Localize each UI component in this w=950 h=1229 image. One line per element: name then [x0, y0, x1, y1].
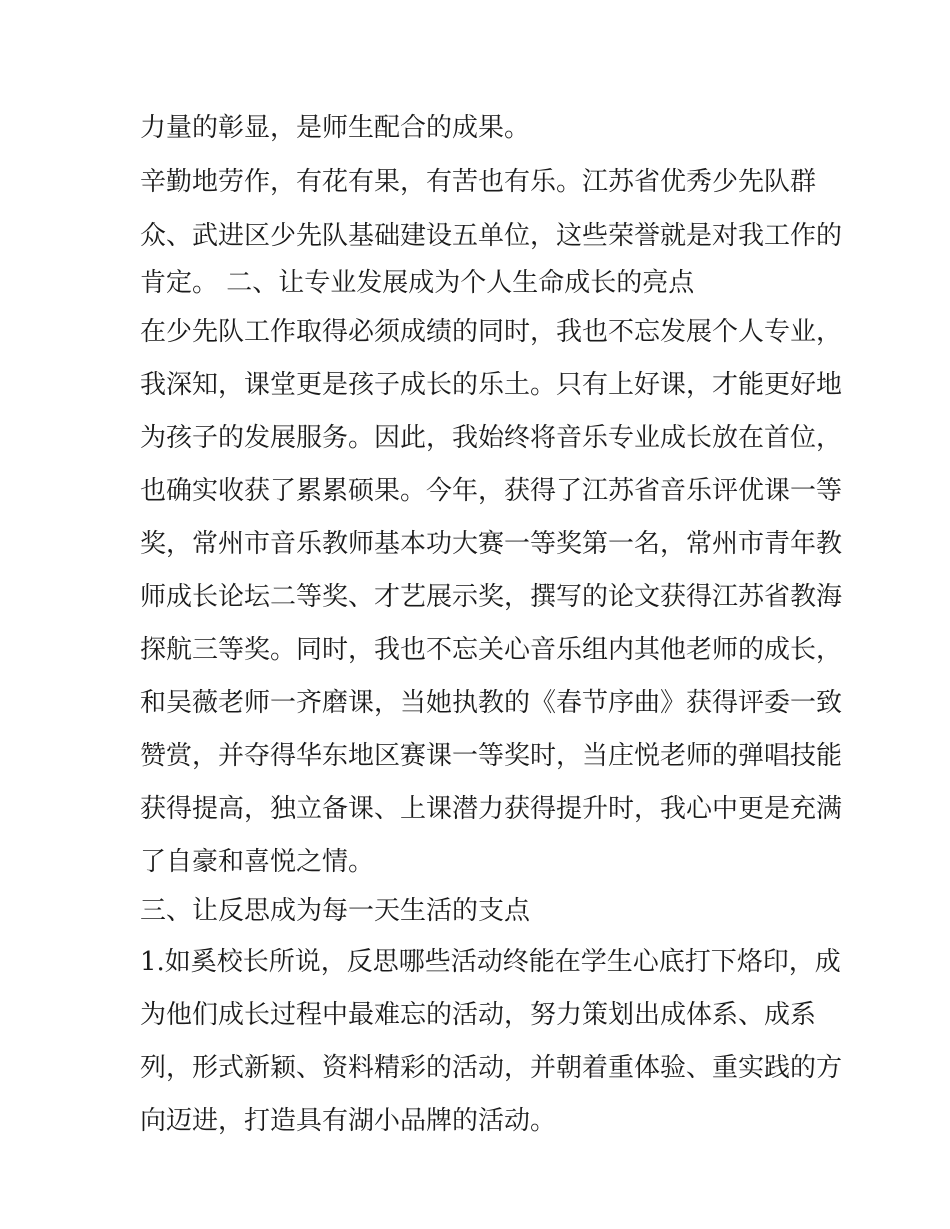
text-line: 辛勤地劳作，有花有果，有苦也有乐。江苏省优秀少先队群 [140, 167, 817, 197]
text-line: 为他们成长过程中最难忘的活动，努力策划出成体系、成系 [140, 1000, 817, 1030]
text-line: 向迈进，打造具有湖小品牌的活动。 [140, 1106, 557, 1136]
text-line: 奖，常州市音乐教师基本功大赛一等奖第一名，常州市青年教 [140, 529, 843, 559]
text-line: 力量的彰显，是师生配合的成果。 [140, 113, 531, 143]
text-line: 肯定。 二、让专业发展成为个人生命成长的亮点 [140, 268, 695, 298]
section-heading: 三、让反思成为每一天生活的支点 [140, 896, 531, 926]
text-line: 也确实收获了累累硕果。今年，获得了江苏省音乐评优课一等 [140, 476, 843, 506]
text-line: 获得提高，独立备课、上课潜力获得提升时，我心中更是充满 [140, 794, 843, 824]
text-line: 我深知，课堂更是孩子成长的乐土。只有上好课，才能更好地 [140, 370, 843, 400]
text-line: 了自豪和喜悦之情。 [140, 847, 375, 877]
text-line: 1.如奚校长所说，反思哪些活动终能在学生心底打下烙印，成 [140, 947, 841, 977]
text-line: 探航三等奖。同时，我也不忘关心音乐组内其他老师的成长， [140, 635, 843, 665]
text-line: 赞赏，并夺得华东地区赛课一等奖时，当庄悦老师的弹唱技能 [140, 741, 843, 771]
text-line: 为孩子的发展服务。因此，我始终将音乐专业成长放在首位， [140, 423, 843, 453]
text-line: 师成长论坛二等奖、才艺展示奖，撰写的论文获得江苏省教海 [140, 582, 843, 612]
text-line: 众、武进区少先队基础建设五单位，这些荣誉就是对我工作的 [140, 221, 843, 251]
text-line: 和吴薇老师一齐磨课，当她执教的《春节序曲》获得评委一致 [140, 688, 843, 718]
text-line: 列，形式新颖、资料精彩的活动，并朝着重体验、重实践的方 [140, 1053, 843, 1083]
text-line: 在少先队工作取得必须成绩的同时，我也不忘发展个人专业， [140, 317, 843, 347]
